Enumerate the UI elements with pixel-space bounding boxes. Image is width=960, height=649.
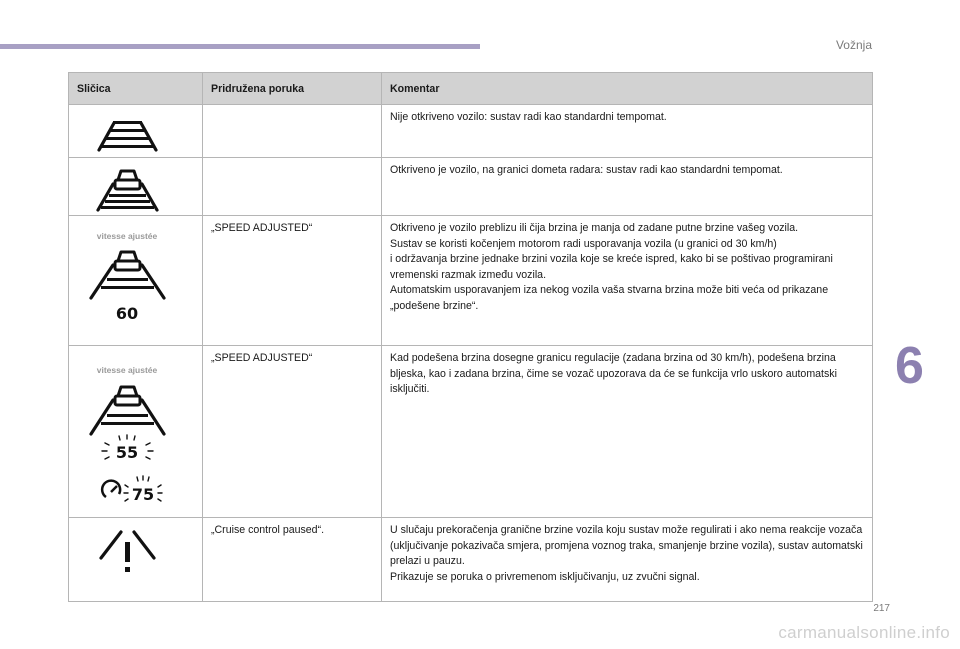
header-message: Pridružena poruka [203,73,382,105]
table-row [69,105,873,158]
watermark: carmanualsonline.info [778,623,950,642]
chapter-number: 6 [895,337,924,395]
table-row [69,518,873,602]
icon-cell [69,158,203,216]
section-title: Vožnja [835,38,872,52]
page-number: 217 [873,603,890,614]
icon-cell [69,216,203,346]
comment-cell: Kad podešena brzina dosegne granicu regulacije (zadana brzina od 30 km/h), podešena brzina bljeska, kao i zadana brzina, čime se vozač upozorava da će se funkcija vrlo uskoro automatski isključiti. [382,346,873,518]
info-table [68,72,873,602]
message-cell: „Cruise control paused“. [203,518,382,602]
table-row [69,346,873,518]
message-cell: „SPEED ADJUSTED“ [203,216,382,346]
icon-label-text: vitesse ajustée [96,231,158,241]
header-accent-bar [0,44,480,49]
table-row [69,158,873,216]
message-cell: „SPEED ADJUSTED“ [203,346,382,518]
vehicle-close-speed-adjusted-icon [69,216,186,326]
speed-value-text: 55 [115,443,139,462]
message-cell [203,105,382,158]
regulation-limit-flashing-icon [69,346,186,516]
cruise-paused-warning-icon [69,518,186,588]
icon-cell [69,346,203,518]
table-header-row [69,73,873,105]
comment-cell: Nije otkriveno vozilo: sustav radi kao standardni tempomat. [382,105,873,158]
icon-cell [69,105,203,158]
table-row [69,216,873,346]
no-vehicle-lanes-icon [69,105,186,157]
vehicle-at-range-limit-icon [69,158,186,215]
message-cell [203,158,382,216]
speed-value-text: 60 [115,304,139,323]
header-icon: Sličica [69,73,203,105]
comment-cell: Otkriveno je vozilo, na granici dometa radara: sustav radi kao standardni tempomat. [382,158,873,216]
icon-label-text: vitesse ajustée [96,365,158,375]
icon-cell [69,518,203,602]
speedometer-icon [102,481,120,497]
header-comment: Komentar [382,73,873,105]
comment-cell: U slučaju prekoračenja granične brzine vozila koju sustav može regulirati i ako nema reakcije vozača (uključivanje pokazivača smjera, promjena voznog traka, smanjenje brzine vozila), sustav automatski prelazi u pauzu. Prikazuje se poruka o privremenom isključivanju, uz zvučni signal. [382,518,873,602]
comment-cell: Otkriveno je vozilo preblizu ili čija brzina je manja od zadane putne brzine vašeg vozila. Sustav se koristi kočenjem motorom radi usporavanja vozila (u granici od 30 km/h) i održavanja brzine jednake brzini vozila koje se kreće ispred, kako bi se poštivao programirani vremenski razmak između vozila. Automatskim usporavanjem iza nekog vozila vaša stvarna brzina može biti veća od prikazane „podešene brzine“. [382,216,873,346]
set-speed-value-text: 75 [131,485,155,504]
